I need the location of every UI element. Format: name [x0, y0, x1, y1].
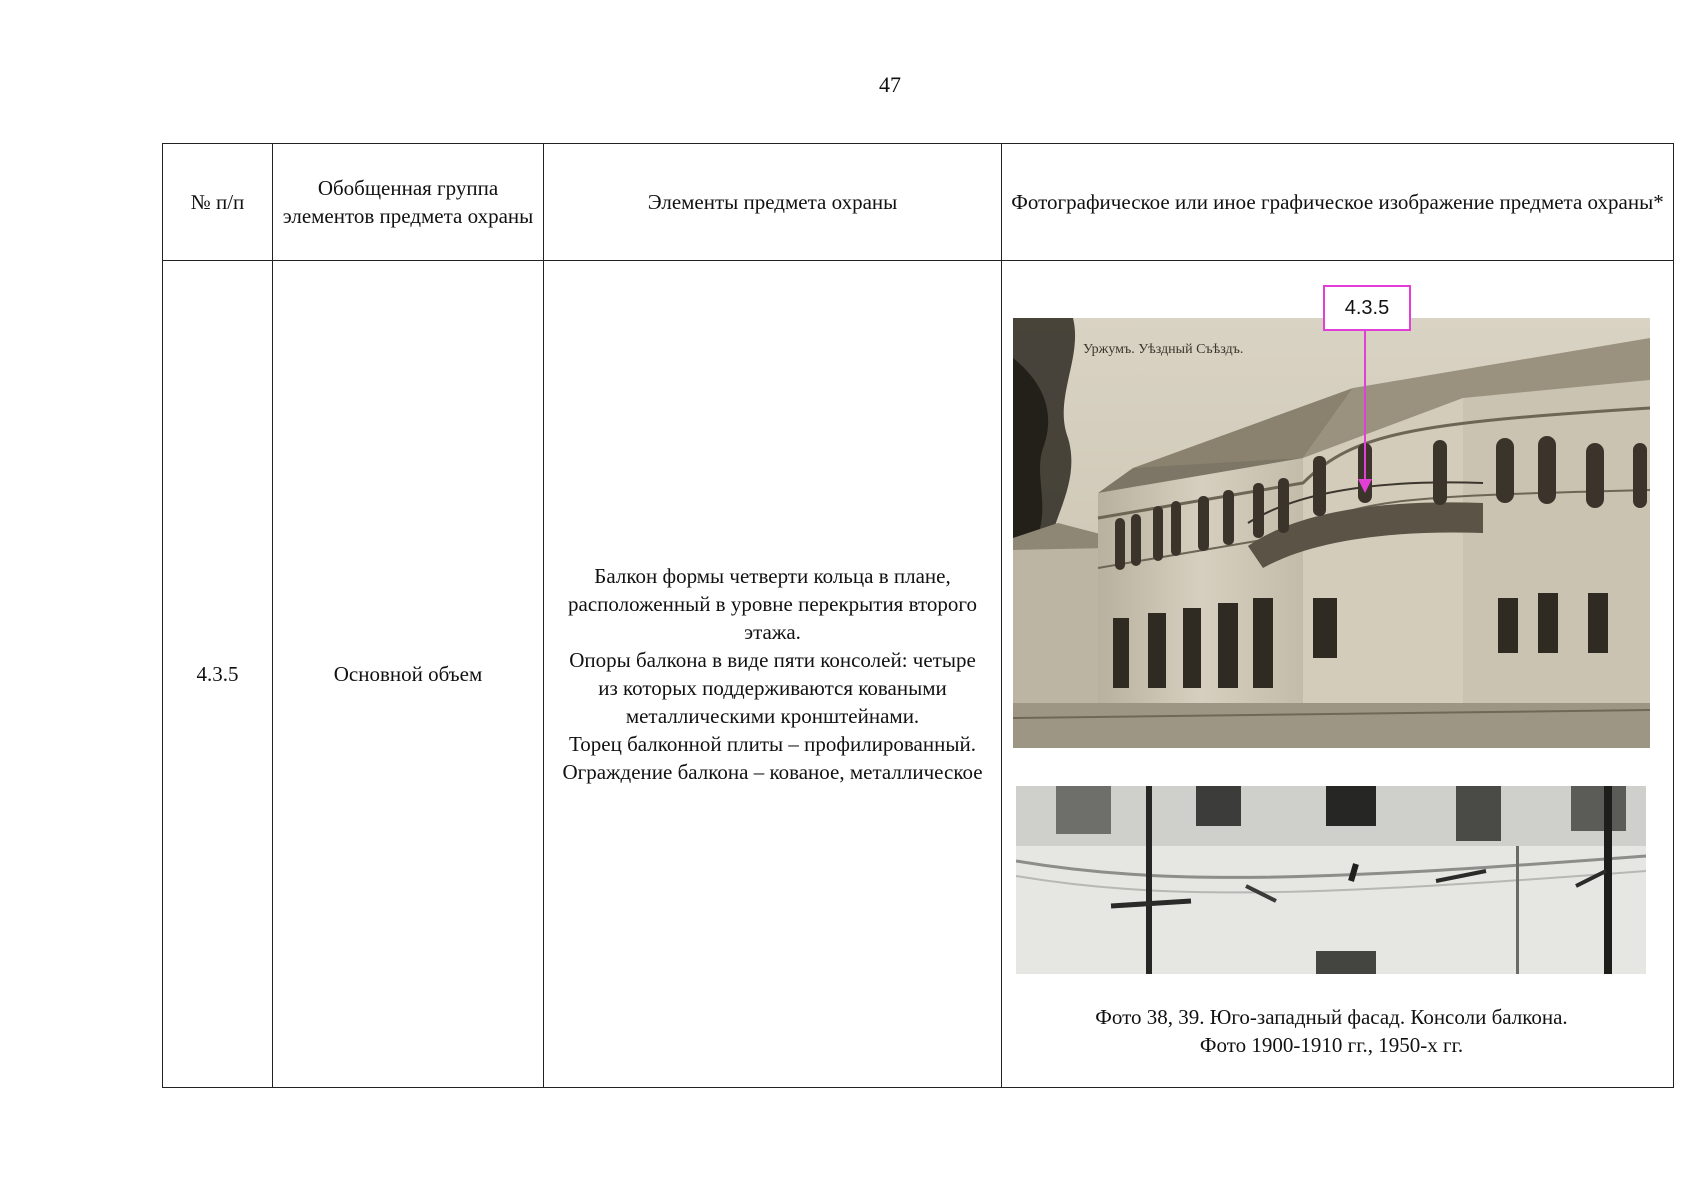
- photo-area: [1002, 261, 1661, 1087]
- protection-table: [162, 143, 1674, 1088]
- row-group: Основной объем: [273, 261, 544, 1088]
- callout-arrow-head: [1358, 479, 1372, 493]
- photo-caption-line2: Фото 1900-1910 гг., 1950-х гг.: [1199, 1033, 1464, 1057]
- detail-photo: [1016, 786, 1646, 974]
- table-header-row: [163, 144, 1674, 261]
- row-num: 4.3.5: [163, 261, 273, 1088]
- header-elements: Элементы предмета охраны: [544, 144, 1002, 261]
- row-photo-cell: [1002, 261, 1674, 1088]
- table-row: [163, 261, 1674, 1088]
- callout-arrow-line: [1364, 331, 1366, 481]
- element-line: Торец балконной плиты – профилированный.: [569, 732, 976, 756]
- row-elements: [544, 261, 1002, 1088]
- historic-photo: [1013, 318, 1650, 748]
- header-image: Фотографическое или иное графическое изображение предмета охраны*: [1002, 144, 1674, 261]
- element-line: Ограждение балкона – кованое, металлическое: [562, 760, 983, 784]
- element-line: Балкон формы четверти кольца в плане, расположенный в уровне перекрытия второго этажа.: [568, 564, 977, 644]
- callout-label: 4.3.5: [1323, 285, 1411, 331]
- photo-caption-line1: Фото 38, 39. Юго-западный фасад. Консоли балкона.: [1095, 1005, 1568, 1029]
- historic-photo-inscription: Уржумъ. Уѣздный Съѣздъ.: [1083, 342, 1244, 357]
- page-number: 47: [879, 72, 901, 97]
- element-line: Опоры балкона в виде пяти консолей: четыре из которых поддерживаются коваными металлическими кронштейнами.: [569, 648, 976, 728]
- photo-caption: [1002, 1003, 1661, 1059]
- header-group: Обобщенная группа элементов предмета охраны: [273, 144, 544, 261]
- header-num: № п/п: [163, 144, 273, 261]
